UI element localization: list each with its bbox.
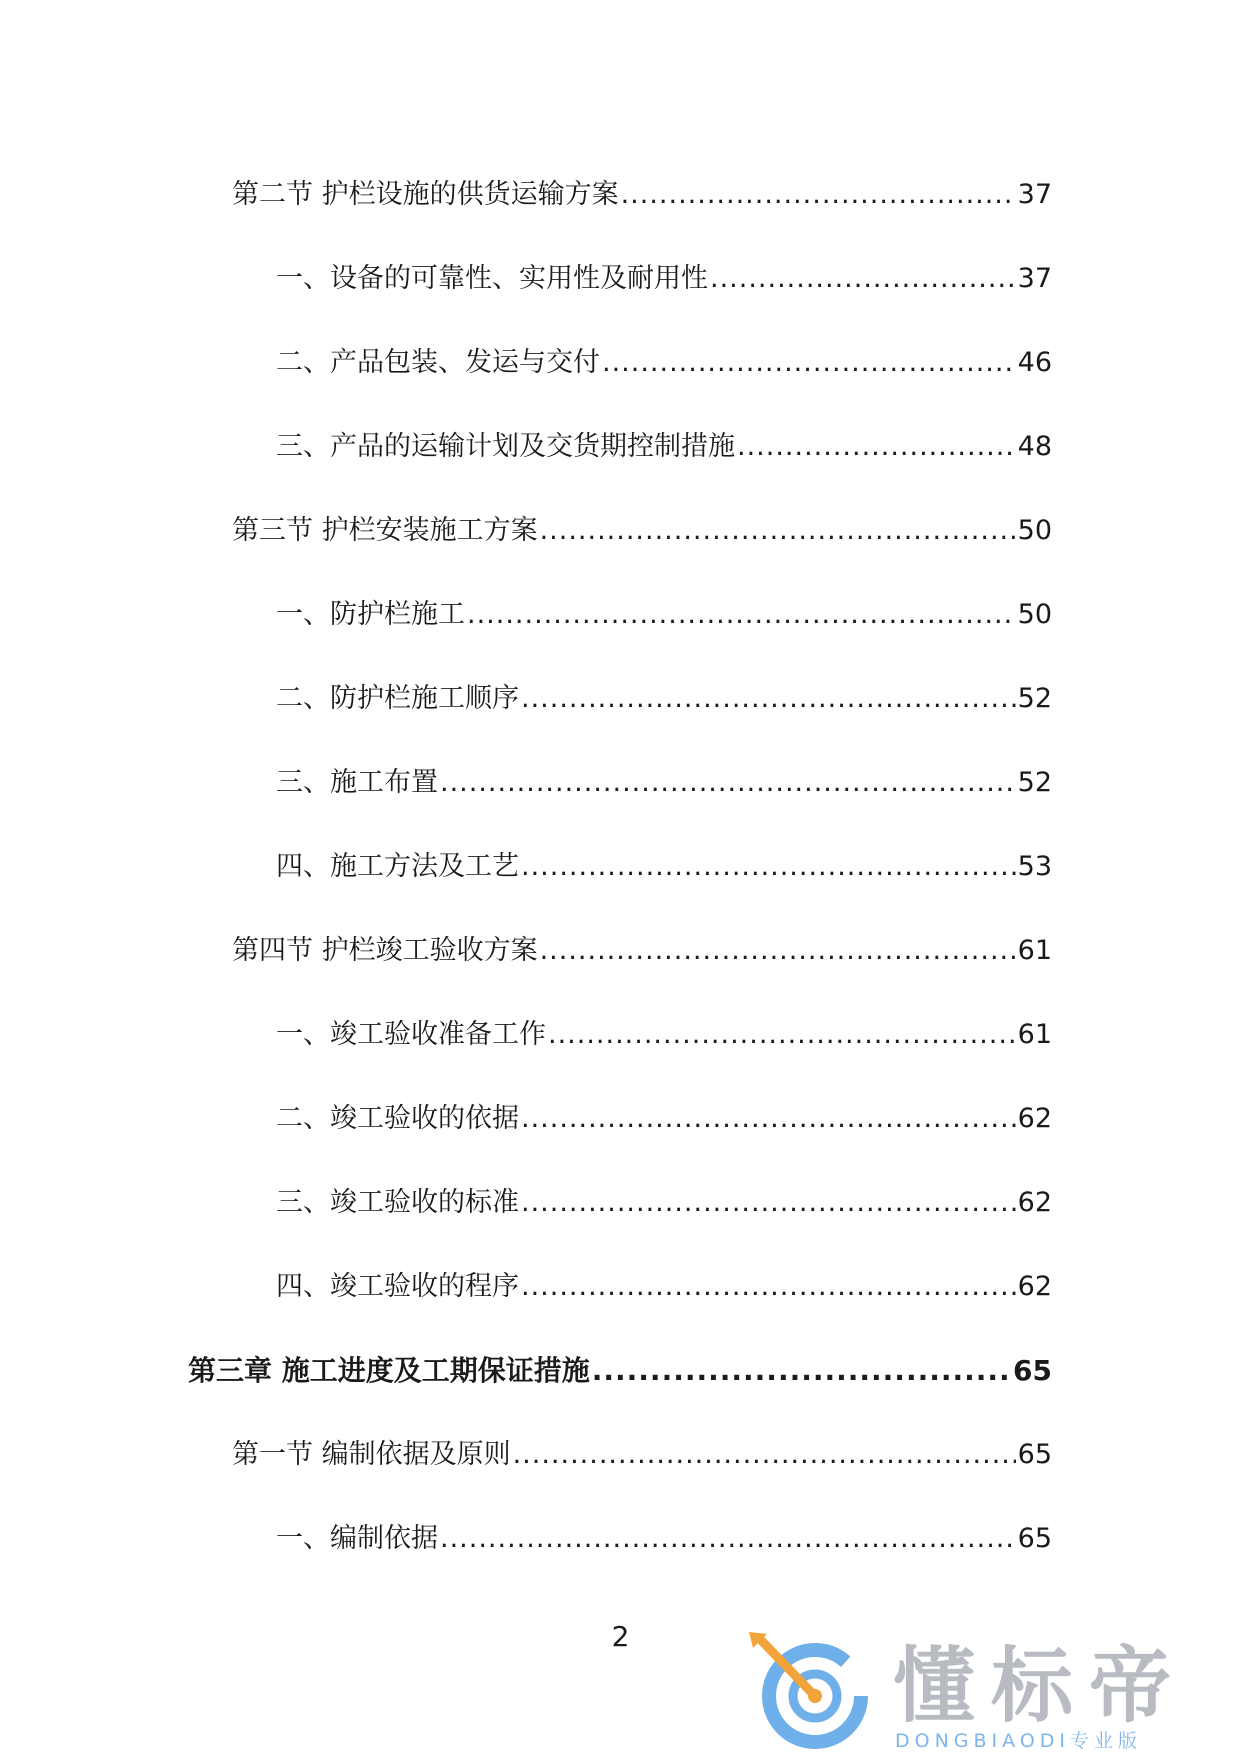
- toc-dot-leader: [548, 1018, 1016, 1052]
- toc-entry-title: 一、设备的可靠性、实用性及耐用性: [276, 263, 708, 294]
- toc-page-number: 48: [1017, 431, 1052, 462]
- toc-entry-title: 三、产品的运输计划及交货期控制措施: [276, 431, 735, 462]
- watermark-logo: [745, 1630, 1225, 1754]
- toc-entry[interactable]: [232, 514, 1052, 548]
- toc-page-number: 65: [1013, 1354, 1052, 1387]
- toc-page-number: 50: [1017, 515, 1052, 546]
- toc-page-number: 62: [1017, 1271, 1052, 1302]
- toc-page-number: 65: [1017, 1523, 1052, 1554]
- page-number: 2: [611, 1620, 630, 1653]
- toc-dot-leader: [467, 598, 1016, 632]
- toc-entry[interactable]: [276, 346, 1052, 380]
- toc-entry[interactable]: [276, 766, 1052, 800]
- toc-dot-leader: [440, 766, 1016, 800]
- toc-page-number: 52: [1017, 683, 1052, 714]
- toc-dot-leader: [602, 346, 1016, 380]
- toc-entry-title: 一、防护栏施工: [276, 599, 465, 630]
- toc-page-number: 62: [1017, 1103, 1052, 1134]
- toc-dot-leader: [440, 1522, 1016, 1556]
- toc-dot-leader: [521, 1270, 1016, 1304]
- toc-entry-title: 第二节 护栏设施的供货运输方案: [232, 179, 619, 210]
- toc-page-number: 61: [1017, 935, 1052, 966]
- toc-page-number: 37: [1017, 263, 1052, 294]
- toc-entry-title: 一、编制依据: [276, 1523, 438, 1554]
- toc-entry[interactable]: [276, 1522, 1052, 1556]
- toc-dot-leader: [521, 1186, 1016, 1220]
- toc-entry-title: 四、竣工验收的程序: [276, 1271, 519, 1302]
- toc-entry[interactable]: [276, 598, 1052, 632]
- toc-entry-title: 第三章 施工进度及工期保证措施: [188, 1354, 590, 1387]
- toc-dot-leader: [710, 262, 1016, 296]
- toc-page-number: 46: [1017, 347, 1052, 378]
- toc-entry[interactable]: [232, 934, 1052, 968]
- toc-entry[interactable]: [276, 850, 1052, 884]
- toc-page-number: 37: [1017, 179, 1052, 210]
- toc-dot-leader: [521, 682, 1016, 716]
- toc-page-number: 52: [1017, 767, 1052, 798]
- toc-entry-title: 第四节 护栏竣工验收方案: [232, 935, 538, 966]
- toc-entry[interactable]: [232, 178, 1052, 212]
- toc-page-number: 53: [1017, 851, 1052, 882]
- toc-entry[interactable]: [276, 430, 1052, 464]
- toc-entry-title: 三、施工布置: [276, 767, 438, 798]
- toc-dot-leader: [521, 1102, 1016, 1136]
- toc-dot-leader: [521, 850, 1016, 884]
- toc-page-number: 62: [1017, 1187, 1052, 1218]
- toc-page-number: 50: [1017, 599, 1052, 630]
- toc-dot-leader: [513, 1438, 1016, 1472]
- toc-dot-leader: [621, 178, 1016, 212]
- toc-entry-title: 二、防护栏施工顺序: [276, 683, 519, 714]
- toc-dot-leader: [737, 430, 1016, 464]
- toc-entry[interactable]: [276, 262, 1052, 296]
- toc-entry[interactable]: [276, 682, 1052, 716]
- toc-entry-chapter[interactable]: [188, 1354, 1052, 1388]
- toc-dot-leader: [540, 514, 1016, 548]
- target-logo-icon: [745, 1630, 875, 1754]
- toc-dot-leader: [592, 1354, 1011, 1388]
- toc-page-number: 65: [1017, 1439, 1052, 1470]
- toc-entry-title: 三、竣工验收的标准: [276, 1187, 519, 1218]
- toc-entry[interactable]: [276, 1186, 1052, 1220]
- watermark-brand: 懂标帝: [893, 1639, 1188, 1734]
- toc-entry-title: 二、竣工验收的依据: [276, 1103, 519, 1134]
- toc-entry[interactable]: [276, 1018, 1052, 1052]
- toc-entry-title: 第一节 编制依据及原则: [232, 1439, 511, 1470]
- toc-entry-title: 第三节 护栏安装施工方案: [232, 515, 538, 546]
- toc-entry[interactable]: [232, 1438, 1052, 1472]
- watermark-subtitle: DONGBIAODI专业版: [895, 1730, 1143, 1752]
- toc-entry-title: 四、施工方法及工艺: [276, 851, 519, 882]
- toc-entry-title: 一、竣工验收准备工作: [276, 1019, 546, 1050]
- toc-entry[interactable]: [276, 1102, 1052, 1136]
- toc-page-number: 61: [1017, 1019, 1052, 1050]
- toc-dot-leader: [540, 934, 1016, 968]
- toc-entry[interactable]: [276, 1270, 1052, 1304]
- toc-entry-title: 二、产品包装、发运与交付: [276, 347, 600, 378]
